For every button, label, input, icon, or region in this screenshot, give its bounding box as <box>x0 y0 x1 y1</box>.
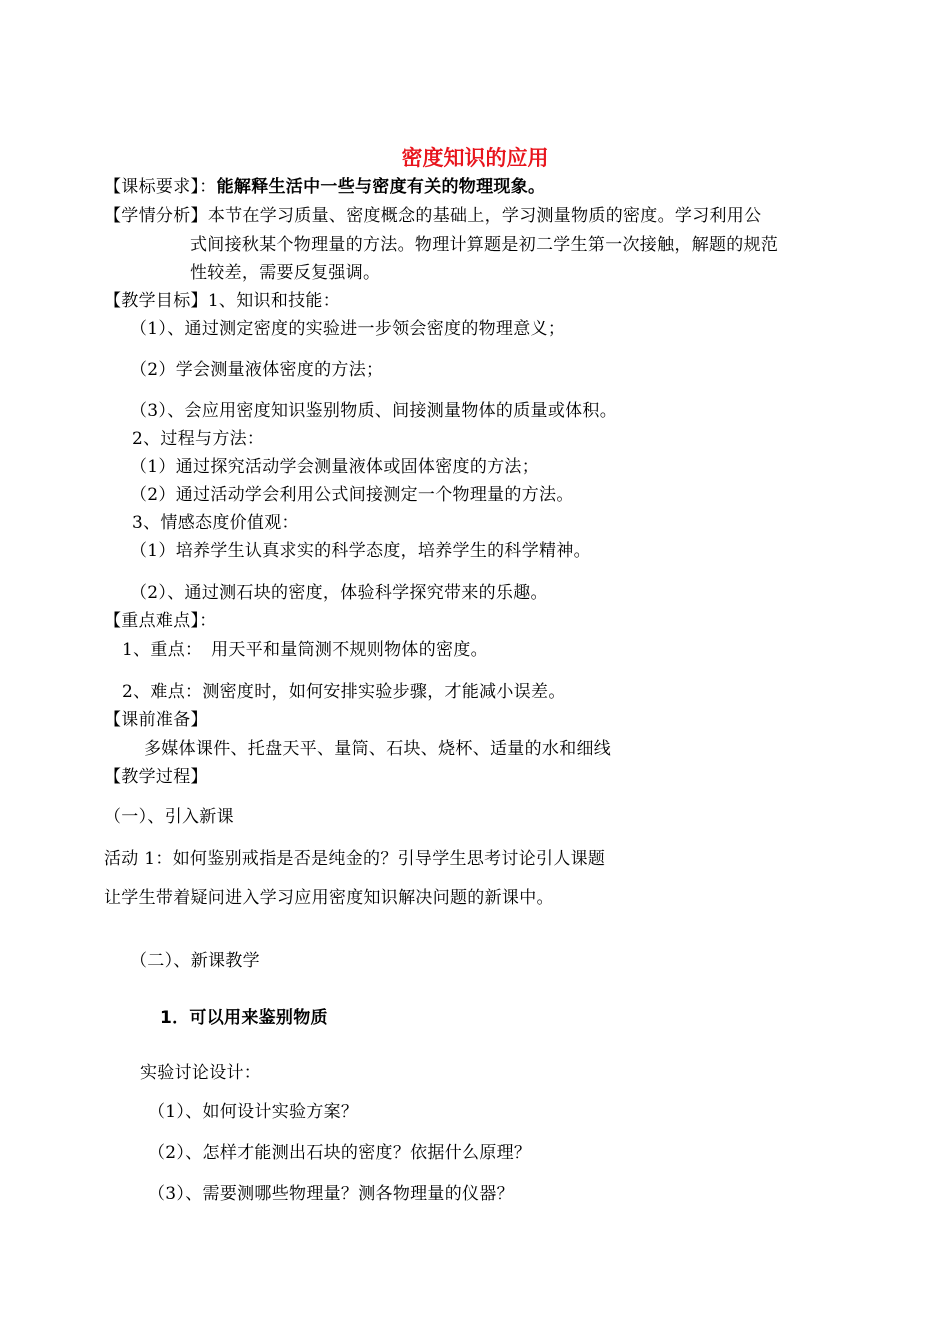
keypoint-item: 1、重点： 用天平和量筒测不规则物体的密度。 <box>122 640 488 660</box>
analysis-line-3: 性较差，需要反复强调。 <box>190 263 381 283</box>
design-label: 实验讨论设计： <box>140 1063 262 1083</box>
preparation-text: 多媒体课件、托盘天平、量筒、石块、烧杯、适量的水和细线 <box>144 739 612 759</box>
analysis-line-2: 式间接秋某个物理量的方法。物理计算题是初二学生第一次接触，解题的规范 <box>190 235 779 255</box>
question-item: （3）、需要测哪些物理量？测各物理量的仪器？ <box>148 1184 514 1204</box>
preparation-label: 【课前准备】 <box>104 710 208 730</box>
analysis-label: 【学情分析】 <box>104 206 208 226</box>
analysis-line-1 <box>104 205 761 227</box>
curriculum-text: 能解释生活中一些与密度有关的物理现象。 <box>216 177 546 197</box>
objective-item: （3）、会应用密度知识鉴别物质、间接测量物体的质量或体积。 <box>130 401 618 421</box>
process-activity: 活动 1：如何鉴别戒指是否是纯金的？引导学生思考讨论引人课题 <box>104 849 606 869</box>
question-item: （2）、怎样才能测出石块的密度？依据什么原理？ <box>148 1143 532 1163</box>
objective-item: （2）学会测量液体密度的方法； <box>130 360 384 380</box>
page-title: 密度知识的应用 <box>401 146 549 170</box>
section-heading: 1．可以用来鉴别物质 <box>160 1008 328 1028</box>
process-label: 【教学过程】 <box>104 767 208 787</box>
process-lead: 让学生带着疑问进入学习应用密度知识解决问题的新课中。 <box>104 888 554 908</box>
question-item: （1）、如何设计实验方案？ <box>148 1102 359 1122</box>
objective-item: 2、过程与方法： <box>132 429 265 449</box>
keypoints-label: 【重点难点】： <box>104 611 217 631</box>
objective-item: （2）、通过测石块的密度，体验科学探究带来的乐趣。 <box>130 583 548 603</box>
curriculum-line <box>104 176 545 198</box>
objectives-label: 【教学目标】 <box>104 291 208 311</box>
objective-item: （1）、通过测定密度的实验进一步领会密度的物理意义； <box>130 319 566 339</box>
analysis-text-1: 本节在学习质量、密度概念的基础上，学习测量物质的密度。学习利用公 <box>207 206 762 226</box>
objective-item: （1）培养学生认真求实的科学态度，培养学生的科学精神。 <box>130 541 591 561</box>
process-newlesson: （二）、新课教学 <box>130 951 260 971</box>
objectives-first: 1、知识和技能： <box>207 291 341 311</box>
curriculum-label: 【课标要求】： <box>104 177 217 197</box>
objective-item: 3、情感态度价值观： <box>132 513 299 533</box>
objectives-line <box>104 290 340 312</box>
process-intro: （一）、引入新课 <box>104 807 234 827</box>
objective-item: （2）通过活动学会利用公式间接测定一个物理量的方法。 <box>130 485 574 505</box>
keypoint-item: 2、难点：测密度时，如何安排实验步骤，才能减小误差。 <box>122 682 566 702</box>
objective-item: （1）通过探究活动学会测量液体或固体密度的方法； <box>130 457 540 477</box>
